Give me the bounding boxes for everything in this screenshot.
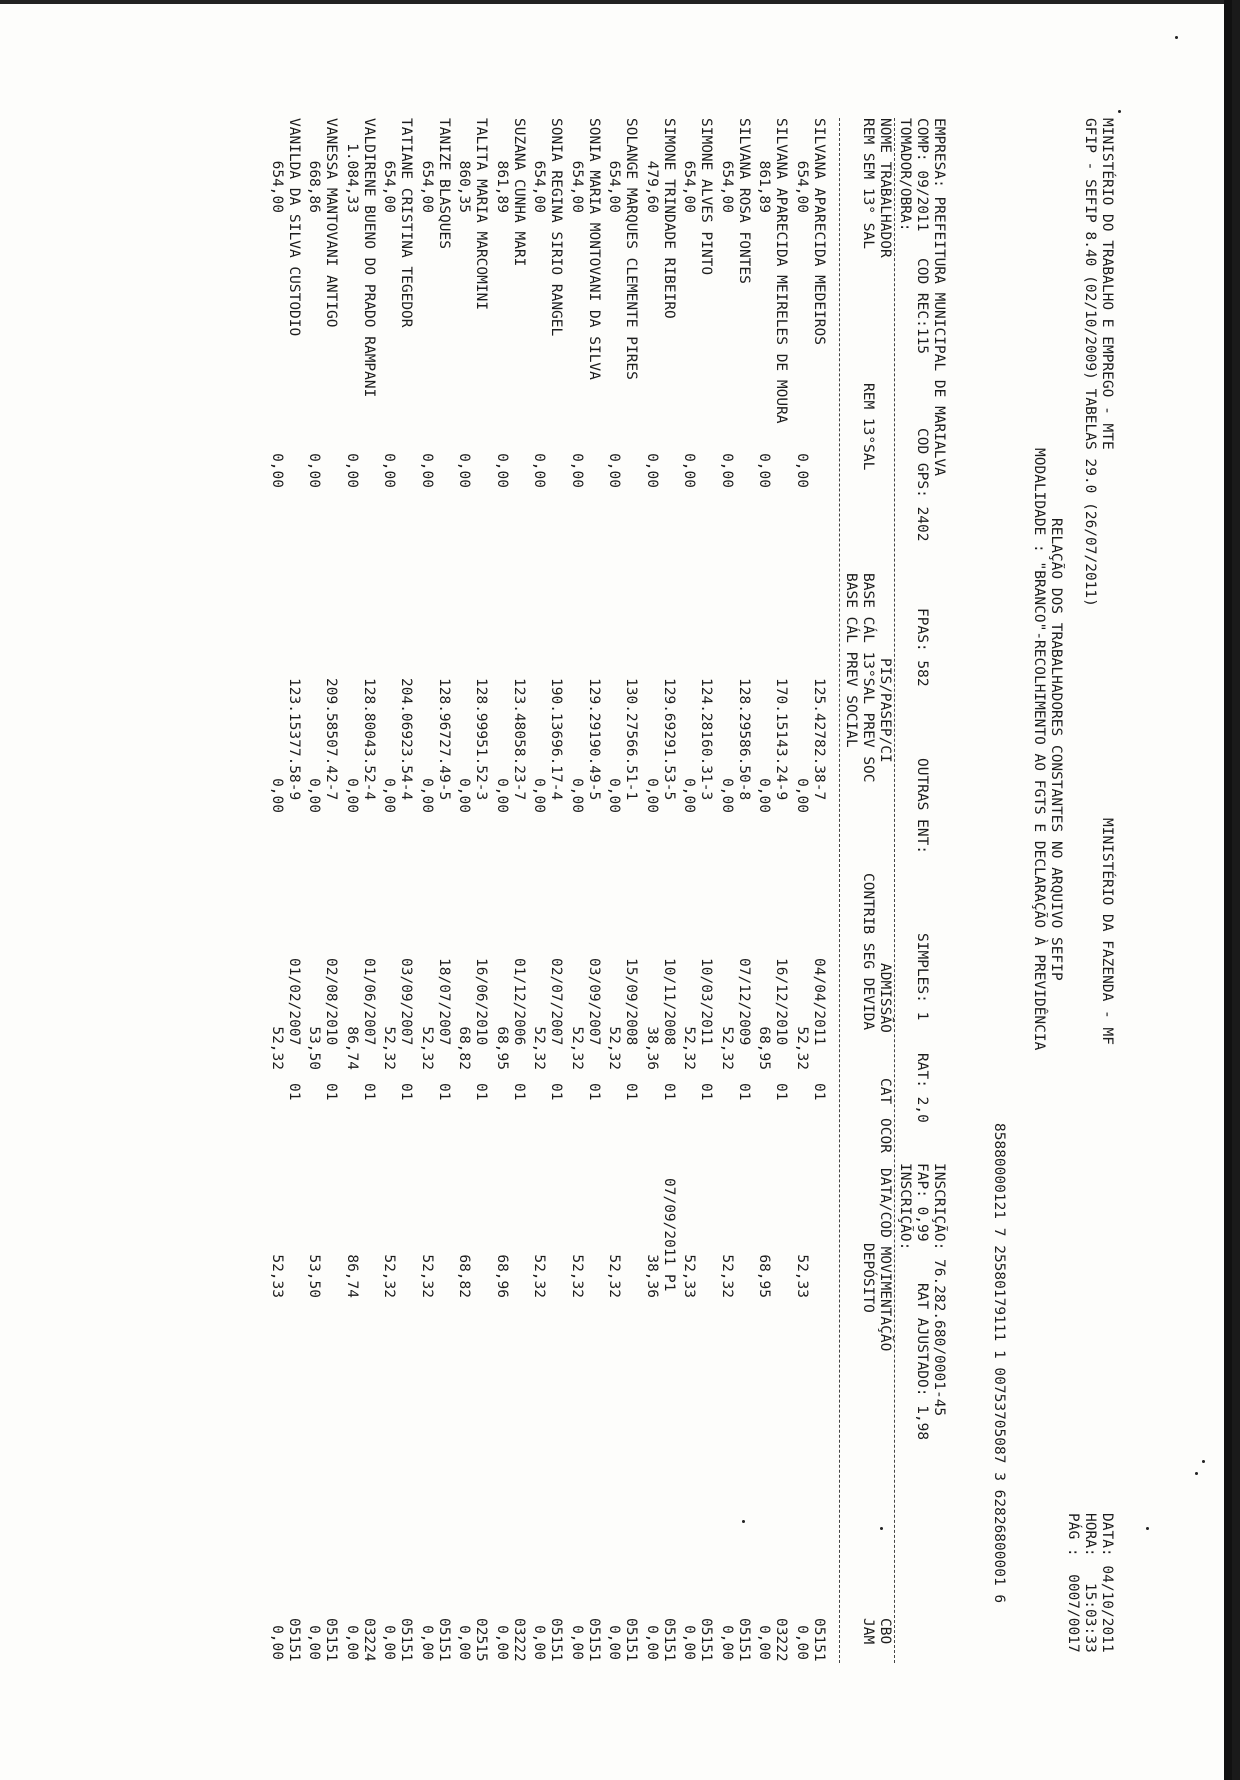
- scan-speck: [1175, 36, 1178, 39]
- col-admissao: ADMISSÃO: [877, 963, 893, 1033]
- worker-name: TANIZE BLASQUES: [436, 118, 452, 249]
- worker-cat: 01: [511, 1083, 527, 1101]
- col-base-13: BASE CÁL 13°SAL PREV SOC: [860, 573, 876, 783]
- worker-rem13: 0,00: [306, 453, 323, 488]
- report-page: [65, 118, 1115, 1678]
- worker-admissao: 01/06/2007: [361, 958, 377, 1046]
- worker-admissao: 03/09/2007: [398, 958, 415, 1046]
- worker-cat: 01: [698, 1083, 715, 1101]
- worker-cat: 01: [286, 1083, 302, 1101]
- worker-admissao: 16/06/2010: [473, 958, 490, 1046]
- worker-name: SIMONE ALVES PINTO: [698, 118, 715, 276]
- worker-movimentacao: 07/09/2011 P1: [661, 1178, 677, 1292]
- rat-ajustado: RAT AJUSTADO: 1,98: [914, 1283, 930, 1441]
- worker-rem13: 0,00: [794, 453, 810, 488]
- worker-rem13: 0,00: [569, 453, 585, 488]
- modalidade: MODALIDADE : "BRANCO"-RECOLHIMENTO AO FGTS E DECLARAÇÃO À PREVIDÊNCIA: [1031, 448, 1047, 1051]
- inscricao-tomador: INSCRIÇÃO:: [897, 1163, 913, 1251]
- worker-name: TALITA MARIA MARCOMINI: [473, 118, 490, 311]
- worker-base13: 0,00: [531, 778, 548, 813]
- worker-base13: 0,00: [606, 778, 623, 813]
- worker-cbo: 05151: [811, 1618, 827, 1662]
- worker-cbo: 05151: [398, 1618, 415, 1662]
- worker-base13: 0,00: [494, 778, 510, 813]
- separator-line: [894, 118, 895, 1663]
- report-title: RELAÇÃO DOS TRABALHADORES CONSTANTES NO ARQUIVO SEFIP: [1048, 518, 1064, 981]
- report-date: DATA: 04/10/2011: [1099, 1513, 1115, 1653]
- worker-base13: 0,00: [644, 778, 660, 813]
- worker-pis: 124.28160.31-3: [698, 678, 715, 801]
- report-time: HORA: 15:03:33: [1082, 1513, 1098, 1653]
- worker-pis: 123.15377.58-9: [286, 678, 302, 801]
- worker-pis: 129.29190.49-5: [586, 678, 602, 801]
- worker-contrib: 52,32: [681, 1026, 698, 1070]
- worker-admissao: 10/11/2008: [661, 958, 677, 1046]
- scan-speck: [1202, 1460, 1205, 1463]
- empresa: EMPRESA: PREFEITURA MUNICIPAL DE MARIALVA: [931, 118, 947, 476]
- worker-rem: 654,00: [681, 160, 698, 213]
- worker-cat: 01: [661, 1083, 677, 1101]
- worker-jam: 0,00: [306, 1625, 323, 1660]
- worker-cbo: 02515: [473, 1618, 490, 1662]
- ministry-mte: MINISTÉRIO DO TRABALHO E EMPREGO - MTE: [1099, 118, 1115, 450]
- col-cat: CAT: [877, 1078, 893, 1105]
- worker-deposito: 52,32: [381, 1254, 398, 1298]
- worker-cat: 01: [548, 1083, 565, 1101]
- worker-cat: 01: [586, 1083, 602, 1101]
- barcode-number: 85880000121 7 25580179111 1 00753705087 3 62826800001 6: [991, 1123, 1007, 1604]
- worker-jam: 0,00: [456, 1625, 473, 1660]
- worker-deposito: 52,32: [419, 1254, 435, 1298]
- worker-name: SOLANGE MARQUES CLEMENTE PIRES: [623, 118, 640, 380]
- col-cbo: CBO: [877, 1618, 893, 1645]
- worker-jam: 0,00: [606, 1625, 623, 1660]
- worker-jam: 0,00: [344, 1625, 360, 1660]
- worker-cbo: 05151: [698, 1618, 715, 1662]
- worker-cbo: 03224: [361, 1618, 377, 1662]
- scan-speck: [1195, 1472, 1198, 1475]
- worker-admissao: 10/03/2011: [698, 958, 715, 1046]
- worker-deposito: 52,33: [681, 1254, 698, 1298]
- tomador-obra: TOMADOR/OBRA:: [897, 118, 913, 232]
- worker-name: VANESSA MANTOVANI ANTIGO: [323, 118, 340, 328]
- worker-deposito: 52,32: [606, 1254, 623, 1298]
- worker-cbo: 05151: [736, 1618, 752, 1662]
- worker-name: SONIA REGINA SIRIO RANGEL: [548, 118, 565, 337]
- worker-jam: 0,00: [569, 1625, 585, 1660]
- worker-rem: 654,00: [419, 160, 435, 213]
- worker-name: TATIANE CRISTINA TEGEDOR: [398, 118, 415, 328]
- worker-base13: 0,00: [681, 778, 698, 813]
- worker-cat: 01: [436, 1083, 452, 1101]
- worker-pis: 128.29586.50-8: [736, 678, 752, 801]
- worker-deposito: 52,33: [794, 1254, 810, 1298]
- worker-cat: 01: [773, 1083, 790, 1101]
- worker-cat: 01: [623, 1083, 640, 1101]
- worker-pis: 190.13696.17-4: [548, 678, 565, 801]
- worker-jam: 0,00: [719, 1625, 735, 1660]
- worker-cbo: 05151: [436, 1618, 452, 1662]
- worker-admissao: 04/04/2011: [811, 958, 827, 1046]
- worker-rem: 654,00: [381, 160, 398, 213]
- scan-edge-top: [0, 0, 1232, 4]
- worker-base13: 0,00: [419, 778, 435, 813]
- worker-pis: 209.58507.42-7: [323, 678, 340, 801]
- worker-contrib: 52,32: [719, 1026, 735, 1070]
- col-ocor: OCOR: [877, 1118, 893, 1153]
- worker-pis: 123.48058.23-7: [511, 678, 527, 801]
- worker-rem: 654,00: [531, 160, 548, 213]
- rat: RAT: 2,0: [914, 1053, 930, 1123]
- worker-rem: 479,60: [644, 160, 660, 213]
- header-row-6: [956, 118, 1007, 1604]
- worker-cbo: 05151: [661, 1618, 677, 1662]
- worker-name: SONIA MARIA MONTOVANI DA SILVA: [586, 118, 602, 380]
- worker-rem13: 0,00: [531, 453, 548, 488]
- col-jam: JAM: [860, 1618, 876, 1645]
- worker-contrib: 52,32: [531, 1026, 548, 1070]
- worker-jam: 0,00: [381, 1625, 398, 1660]
- worker-deposito: 68,96: [494, 1254, 510, 1298]
- worker-cbo: 05151: [548, 1618, 565, 1662]
- worker-name: VANILDA DA SILVA CUSTODIO: [286, 118, 302, 337]
- worker-pis: 204.06923.54-4: [398, 678, 415, 801]
- competencia: COMP: 09/2011: [914, 118, 930, 232]
- worker-rem13: 0,00: [494, 453, 510, 488]
- worker-name: SIMONE TRINDADE RIBEIRO: [661, 118, 677, 319]
- worker-deposito: 52,32: [569, 1254, 585, 1298]
- worker-name: SILVANA ROSA FONTES: [736, 118, 752, 284]
- worker-base13: 0,00: [381, 778, 398, 813]
- worker-cbo: 05151: [586, 1618, 602, 1662]
- worker-cat: 01: [398, 1083, 415, 1101]
- worker-rem: 654,00: [606, 160, 623, 213]
- col-deposito: DEPÓSITO: [860, 1243, 876, 1313]
- simples: SIMPLES: 1: [914, 933, 930, 1021]
- worker-pis: 170.15143.24-9: [773, 678, 790, 801]
- worker-pis: 125.42782.38-7: [811, 678, 827, 801]
- separator-line: [839, 118, 840, 1663]
- worker-cbo: 05151: [623, 1618, 640, 1662]
- worker-name: VALDIRENE BUENO DO PRADO RAMPANI: [361, 118, 377, 398]
- worker-admissao: 03/09/2007: [586, 958, 602, 1046]
- worker-contrib: 86,74: [344, 1026, 360, 1070]
- scan-edge-right: [1224, 0, 1232, 1780]
- col-base-prev: BASE CÁL PREV SOCIAL: [843, 573, 859, 748]
- worker-rem13: 0,00: [756, 453, 773, 488]
- worker-contrib: 52,32: [794, 1026, 810, 1070]
- worker-base13: 0,00: [794, 778, 810, 813]
- worker-rem13: 0,00: [644, 453, 660, 488]
- col-pis: PIS/PASEP/CI: [877, 658, 893, 763]
- col-rem-sem-13: REM SEM 13° SAL: [860, 118, 876, 249]
- worker-admissao: 02/07/2007: [548, 958, 565, 1046]
- worker-rem: 860,35: [456, 160, 473, 213]
- worker-name: SUZANA CUNHA MARI: [511, 118, 527, 267]
- fap: FAP: 0,99: [914, 1163, 930, 1242]
- worker-cbo: 05151: [323, 1618, 340, 1662]
- worker-jam: 0,00: [756, 1625, 773, 1660]
- worker-contrib: 68,82: [456, 1026, 473, 1070]
- scan-speck: [1146, 1527, 1149, 1530]
- cod-gps: COD GPS: 2402: [914, 428, 930, 542]
- worker-deposito: 52,32: [531, 1254, 548, 1298]
- worker-cbo: 05151: [286, 1618, 302, 1662]
- worker-base13: 0,00: [306, 778, 323, 813]
- worker-admissao: 02/08/2010: [323, 958, 340, 1046]
- worker-rem13: 0,00: [269, 453, 285, 488]
- worker-contrib: 68,95: [756, 1026, 773, 1070]
- col-nome: NOME TRABALHADOR: [877, 118, 893, 258]
- worker-admissao: 01/02/2007: [286, 958, 302, 1046]
- worker-admissao: 18/07/2007: [436, 958, 452, 1046]
- worker-contrib: 68,95: [494, 1026, 510, 1070]
- ministry-mf: MINISTÉRIO DA FAZENDA - MF: [1099, 818, 1115, 1045]
- worker-rem13: 0,00: [381, 453, 398, 488]
- worker-rem: 861,89: [756, 160, 773, 213]
- worker-deposito: 86,74: [344, 1254, 360, 1298]
- worker-rem: 654,00: [719, 160, 735, 213]
- worker-name: SILVANA APARECIDA MEIRELES DE MOURA: [773, 118, 790, 424]
- worker-cat: 01: [361, 1083, 377, 1101]
- worker-deposito: 68,82: [456, 1254, 473, 1298]
- worker-base13: 0,00: [344, 778, 360, 813]
- worker-admissao: 15/09/2008: [623, 958, 640, 1046]
- worker-admissao: 07/12/2009: [736, 958, 752, 1046]
- worker-base13: 0,00: [569, 778, 585, 813]
- col-rem-13: REM 13°SAL: [860, 383, 876, 471]
- worker-base13: 0,00: [756, 778, 773, 813]
- worker-rem: 668,86: [306, 160, 323, 213]
- worker-rem13: 0,00: [719, 453, 735, 488]
- worker-rem: 1.084,33: [344, 143, 360, 213]
- worker-rem: 861,89: [494, 160, 510, 213]
- worker-deposito: 52,33: [269, 1254, 285, 1298]
- worker-jam: 0,00: [419, 1625, 435, 1660]
- worker-rem13: 0,00: [419, 453, 435, 488]
- worker-deposito: 68,95: [756, 1254, 773, 1298]
- inscricao: INSCRIÇÃO: 76.282.680/0001-45: [931, 1163, 947, 1417]
- page-number: PÁG : 0007/0017: [1065, 1513, 1081, 1653]
- worker-contrib: 38,36: [644, 1026, 660, 1070]
- worker-pis: 128.80043.52-4: [361, 678, 377, 801]
- worker-contrib: 52,32: [269, 1026, 285, 1070]
- worker-deposito: 38,36: [644, 1254, 660, 1298]
- worker-rem: 654,00: [269, 160, 285, 213]
- worker-base13: 0,00: [456, 778, 473, 813]
- worker-jam: 0,00: [794, 1625, 810, 1660]
- worker-rem13: 0,00: [344, 453, 360, 488]
- worker-jam: 0,00: [494, 1625, 510, 1660]
- worker-contrib: 52,32: [419, 1026, 435, 1070]
- outras-entidades: OUTRAS ENT:: [914, 758, 930, 855]
- worker-rem: 654,00: [569, 160, 585, 213]
- worker-contrib: 52,32: [569, 1026, 585, 1070]
- cod-rec: COD REC:115: [914, 258, 930, 355]
- worker-deposito: 52,32: [719, 1254, 735, 1298]
- worker-jam: 0,00: [269, 1625, 285, 1660]
- worker-contrib: 52,32: [381, 1026, 398, 1070]
- worker-pis: 129.69291.53-5: [661, 678, 677, 801]
- worker-pis: 128.99951.52-3: [473, 678, 490, 801]
- worker-name: SILVANA APARECIDA MEDEIROS: [811, 118, 827, 345]
- worker-cat: 01: [323, 1083, 340, 1101]
- scan-speck: [1118, 110, 1121, 113]
- worker-admissao: 16/12/2010: [773, 958, 790, 1046]
- software-version: GFIP - SEFIP 8.40 (02/10/2009) TABELAS 29.0 (26/07/2011): [1082, 118, 1098, 607]
- worker-cat: 01: [473, 1083, 490, 1101]
- worker-pis: 128.96727.49-5: [436, 678, 452, 801]
- worker-deposito: 53,50: [306, 1254, 323, 1298]
- worker-cat: 01: [736, 1083, 752, 1101]
- col-data-cod: DATA/COD MOVIMENTAÇÃO: [877, 1168, 893, 1352]
- worker-rem13: 0,00: [456, 453, 473, 488]
- worker-cat: 01: [811, 1083, 827, 1101]
- worker-base13: 0,00: [269, 778, 285, 813]
- worker-jam: 0,00: [531, 1625, 548, 1660]
- worker-rem: 654,00: [794, 160, 810, 213]
- worker-admissao: 01/12/2006: [511, 958, 527, 1046]
- worker-pis: 130.27566.51-1: [623, 678, 640, 801]
- worker-cbo: 03222: [511, 1618, 527, 1662]
- worker-contrib: 52,32: [606, 1026, 623, 1070]
- worker-jam: 0,00: [681, 1625, 698, 1660]
- worker-rem13: 0,00: [681, 453, 698, 488]
- col-contrib: CONTRIB SEG DEVIDA: [860, 873, 876, 1031]
- worker-base13: 0,00: [719, 778, 735, 813]
- fpas: FPAS: 582: [914, 608, 930, 687]
- worker-cbo: 03222: [773, 1618, 790, 1662]
- worker-jam: 0,00: [644, 1625, 660, 1660]
- worker-contrib: 53,50: [306, 1026, 323, 1070]
- worker-rem13: 0,00: [606, 453, 623, 488]
